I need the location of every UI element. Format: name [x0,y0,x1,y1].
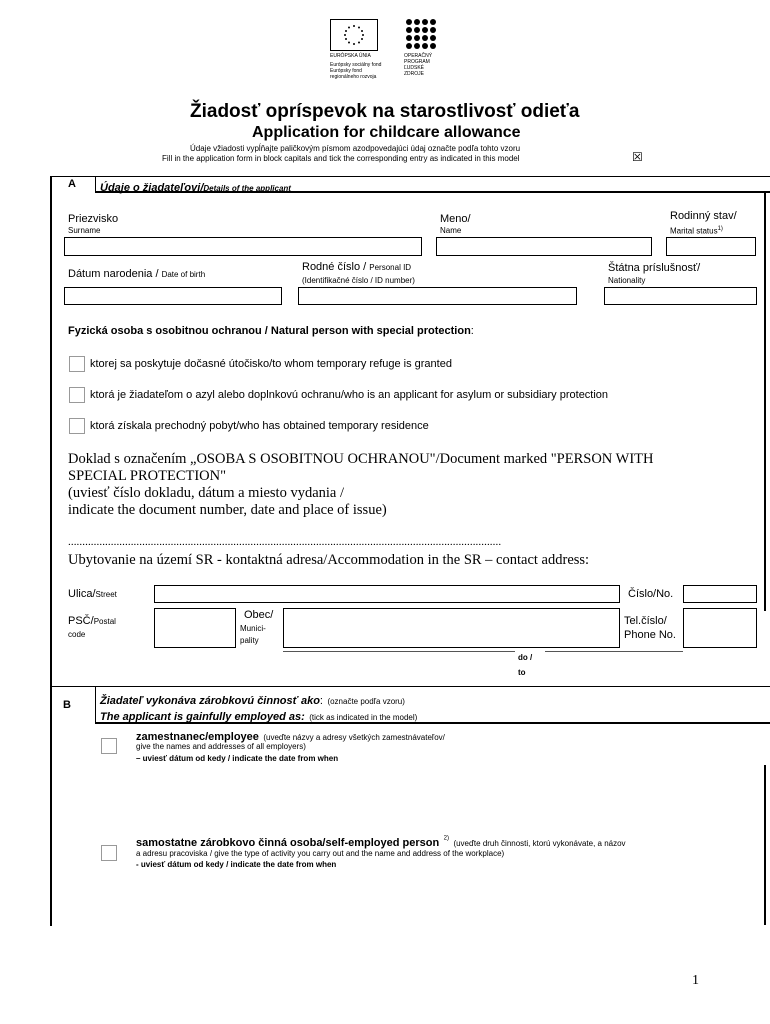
document-instruction-line3: (uviesť číslo dokladu, dátum a miesto vydania / [68,485,345,501]
protection-option-checkbox[interactable] [69,418,85,434]
page-number: 1 [692,973,699,988]
document-dotted-line: ........................................................................................................................................................ [68,536,502,548]
street-label: Ulica/Street [68,588,117,600]
nationality-label-en: Nationality [608,276,646,285]
section-b-right-border [764,765,766,925]
accommodation-heading: Ubytovanie na území SR - kontaktná adresa/Accommodation in the SR – contact address: [68,552,590,568]
page-title: Žiadosť opríspevok na starostlivosť odieťa [190,101,580,122]
section-b-title-en: The applicant is gainfully employed as: (tick as indicated in the model) [100,711,418,723]
section-b-letter: B [63,699,71,711]
instructions-en: Fill in the application form in block capitals and tick the corresponding entry as indicated in this model [162,154,520,163]
name-label: Meno/ [440,213,471,225]
section-a-letter-divider [95,176,96,192]
self-employed-label-line3: - uviesť dátum od kedy / indicate the date from when [136,860,337,869]
protection-heading: Fyzická osoba s osobitnou ochranou / Natural person with special protection: [68,325,474,337]
page-subtitle: Application for childcare allowance [252,124,521,141]
op-logo-line-1: OPERAČNÝ [404,53,433,59]
employee-label: zamestnanec/employee (uveďte názvy a adresy všetkých zamestnávateľov/ [136,731,445,743]
number-field[interactable] [683,585,757,603]
phone-label-line2: Phone No. [624,629,676,641]
section-a-title: Údaje o žiadateľovi/Details of the applicant [100,182,291,194]
name-label-en: Name [440,226,462,235]
employee-label-line2: give the names and addresses of all employers) [136,742,306,751]
nationality-field[interactable] [604,287,757,305]
document-instruction-line2: SPECIAL PROTECTION" [68,468,227,484]
protection-option-label: ktorá je žiadateľom o azyl alebo doplnkovú ochranu/who is an applicant for asylum or subsidiary protection [90,389,609,401]
municipality-label-line3: pality [240,636,259,645]
postal-code-label-line2: code [68,630,86,639]
postal-code-label: PSČ/Postal [68,615,116,627]
dob-field[interactable] [64,287,282,305]
op-logo-line-4: ZDROJE [404,71,424,77]
section-b-top-rule [50,686,770,687]
surname-field[interactable] [64,237,422,256]
name-field[interactable] [436,237,652,256]
self-employed-label: samostatne zárobkovo činná osoba/self-employed person $^{2)}$ (uveďte druh činnosti, ktorú vykonávate, a názov [136,835,626,849]
marital-status-label-en: Marital status$^{1)}$ [670,226,723,236]
street-field[interactable] [154,585,620,603]
section-a-top-rule [50,176,770,177]
number-label: Číslo/No. [628,588,674,600]
eu-logo-label: EURÓPSKA ÚNIA [330,53,371,59]
surname-label-en: Surname [68,226,101,235]
eu-logo-sub-3: regionálneho rozvoja [330,74,377,80]
period-to-label: do / [518,653,533,662]
eu-logo-sub-2: Európsky fond [330,68,362,74]
eu-logo-sub-1: Európsky sociálny fond [330,62,382,68]
self-employed-checkbox[interactable] [101,845,117,861]
marital-status-field[interactable] [666,237,756,256]
form-right-border [764,191,766,611]
section-a-letter: A [68,178,76,190]
document-instruction-line4: indicate the document number, date and place of issue) [68,502,387,518]
form-left-border [50,176,52,926]
employee-label-line3: – uviesť dátum od kedy / indicate the date from when [136,754,339,763]
document-instruction-line1: Doklad s označením „OSOBA S OSOBITNOU OCHRANOU"/Document marked "PERSON WITH [68,451,654,467]
phone-field[interactable] [683,608,757,648]
marital-status-label: Rodinný stav/ [670,210,737,222]
section-b-title-sk: Žiadateľ vykonáva zárobkovú činnosť ako: (označte podľa vzoru) [100,695,405,707]
tick-model-icon: ☒ [632,150,643,164]
period-from-line [283,651,515,652]
section-b-letter-divider [95,686,96,722]
surname-label: Priezvisko [68,213,119,225]
municipality-field[interactable] [283,608,620,648]
instructions-sk: Údaje vžiadosti vypĺňajte paličkovým písmom azodpovedajúci údaj označte podľa tohto vzoru [190,144,521,153]
op-logo-line-3: ĽUDSKÉ [404,65,425,71]
self-employed-label-line2: a adresu pracoviska / give the type of activity you carry out and the name and address of the workplace) [136,849,505,858]
protection-option-checkbox[interactable] [69,356,85,372]
period-to-label-en: to [518,668,526,677]
op-program-logo [404,18,440,52]
municipality-label: Obec/ [244,609,274,621]
personal-id-label: Rodné číslo / Personal ID [302,261,412,273]
period-to-line [545,651,683,652]
protection-option-checkbox[interactable] [69,387,85,403]
protection-option-label: ktorá získala prechodný pobyt/who has obtained temporary residence [90,420,429,432]
phone-label: Tel.číslo/ [624,615,667,627]
op-logo-line-2: PROGRAM [404,59,430,65]
personal-id-label-line2: (Identifikačné číslo / ID number) [302,276,415,285]
eu-flag-logo [330,19,378,51]
personal-id-field[interactable] [298,287,577,305]
postal-code-field[interactable] [154,608,236,648]
dob-label: Dátum narodenia / Date of birth [68,268,206,280]
nationality-label: Štátna príslušnosť/ [608,262,701,274]
municipality-label-line2: Munici- [240,624,266,633]
protection-option-label: ktorej sa poskytuje dočasné útočisko/to whom temporary refuge is granted [90,358,452,370]
employee-checkbox[interactable] [101,738,117,754]
